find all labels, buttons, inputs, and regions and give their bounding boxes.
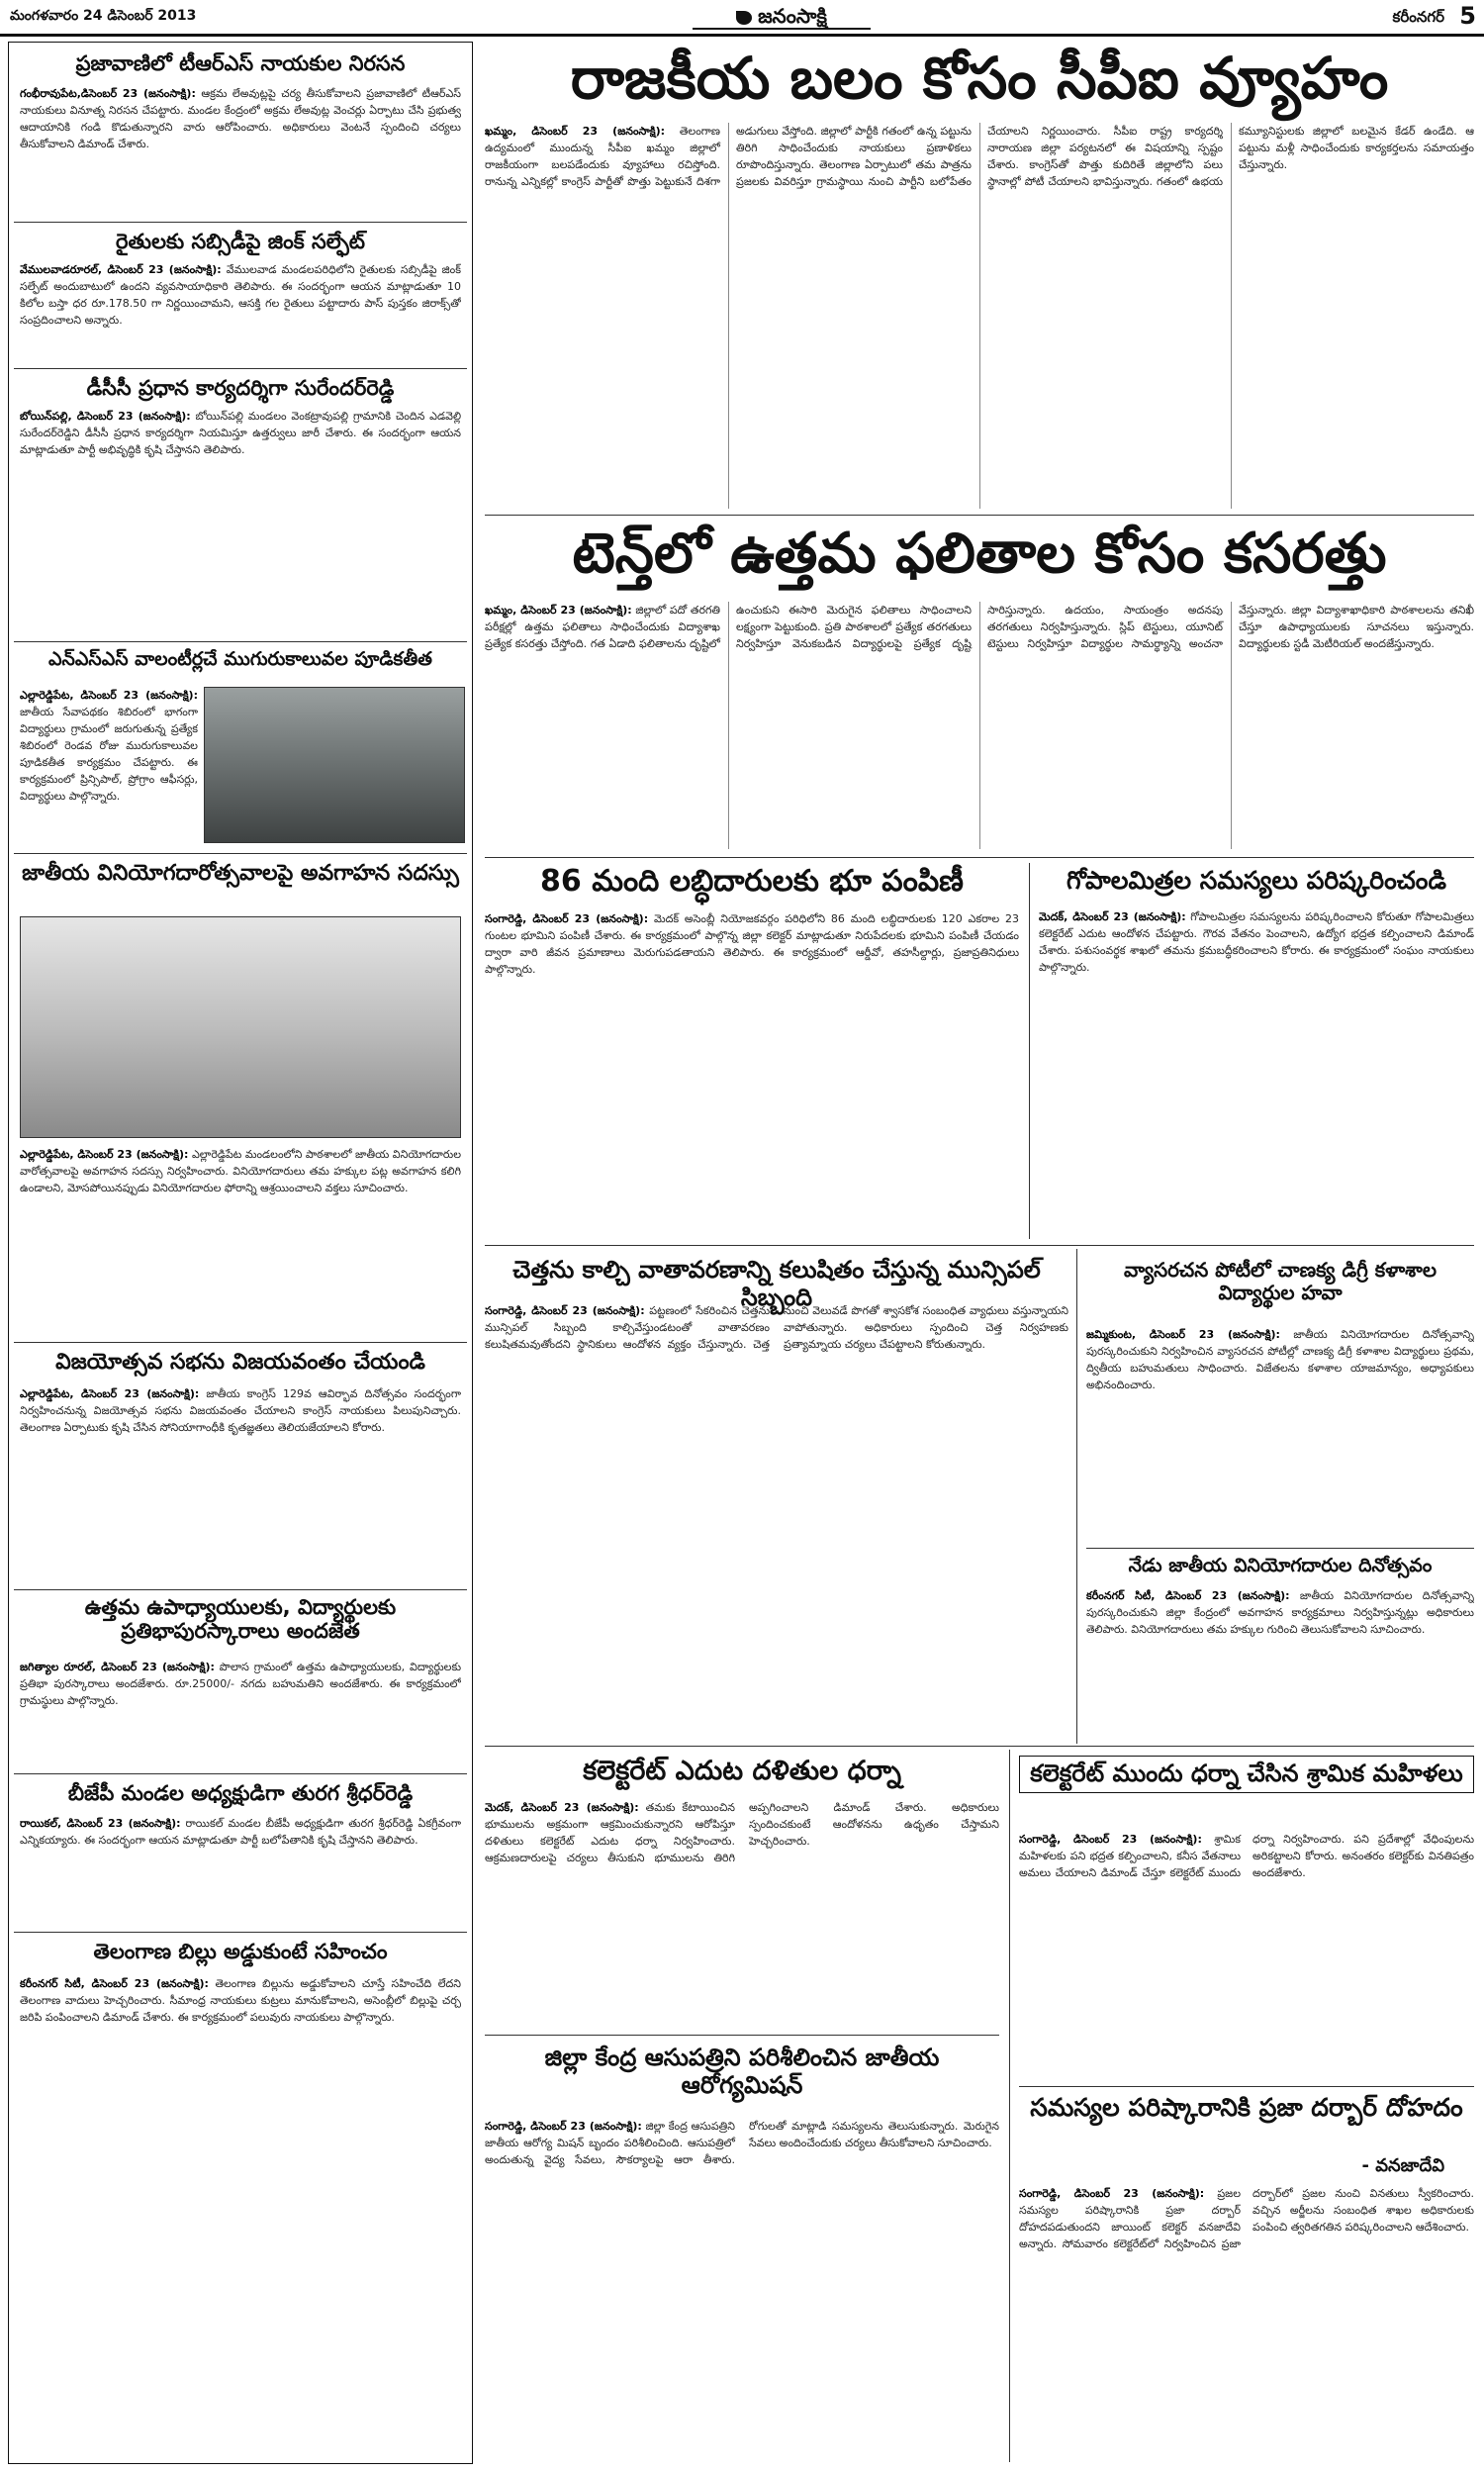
- nss-volunteers-photo: [204, 687, 465, 843]
- sidebar-headline: విజయోత్సవ సభను విజయవంతం చేయండి: [55, 1350, 425, 1375]
- sidebar-headline: ఉత్తమ ఉపాధ్యాయులకు, విద్యార్థులకు ప్రతిభాపురస్కారాలు అందజేత: [84, 1595, 397, 1644]
- essay-headline: వ్యాసరచన పోటీలో చాణక్య డిగ్రీ కళాశాల విద్యార్థుల హవా: [1123, 1258, 1437, 1304]
- garbage-article: సంగారెడ్డి, డిసెంబర్ 23 (జనంసాక్షి): పట్టణంలో సేకరించిన చెత్తను మున్సిపల్ సిబ్బంది కాల్చివేస్తుండటంతో వాతావరణం కలుషితమవుతోందని స్థానికులు ఆందోళన వ్యక్తం చేస్తున్నారు. చెత్త నుంచి వెలువడే పొగతో శ్వాసకోశ సంబంధిత వ్యాధులు వస్తున్నాయని వాపోతున్నారు. అధికారులు స్పందించి చెత్త నిర్వహణకు ప్రత్యామ్నాయ చర్యలు చేపట్టాలని కోరుతున్నారు.: [485, 1304, 1068, 1352]
- hospital-article: సంగారెడ్డి, డిసెంబర్ 23 (జనంసాక్షి): జిల్లా కేంద్ర ఆసుపత్రిని జాతీయ ఆరోగ్య మిషన్ బృందం పరిశీలించింది. ఆసుపత్రిలో అందుతున్న వైద్య సేవలు, సౌకర్యాలపై ఆరా తీశారు. రోగులతో మాట్లాడి సమస్యలను తెలుసుకున్నారు. మెరుగైన సేవలు అందించేందుకు చర్యలు తీసుకోవాలని సూచించారు.: [485, 2120, 999, 2167]
- edition-name: కరీంనగర్: [1392, 8, 1444, 26]
- sidebar-headline: ప్రజావాణిలో టీఆర్ఎస్ నాయకుల నిరసన: [75, 51, 406, 75]
- darbar-article: సంగారెడ్డి, డిసెంబర్ 23 (జనంసాక్షి): ప్రజల సమస్యల పరిష్కారానికి ప్రజా దర్బార్ దోహదపడుతుందని జాయింట్ కలెక్టర్ వనజాదేవి అన్నారు. సోమవారం కలెక్టరేట్‌లో నిర్వహించిన ప్రజా దర్బార్‌లో ప్రజల నుంచి వినతులు స్వీకరించారు. వచ్చిన అర్జీలను సంబంధిత శాఖల అధికారులకు పంపించి త్వరితగతిన పరిష్కరించాలని ఆదేశించారు.: [1019, 2187, 1474, 2251]
- darbar-subhead: - వనజాదేవి: [1361, 2155, 1444, 2176]
- consumer-headline: నేడు జాతీయ వినియోగదారుల దినోత్సవం: [1128, 1555, 1433, 1576]
- sidebar-article: ఎల్లారెడ్డిపేట, డిసెంబర్ 23 (జనంసాక్షి): ఎల్లారెడ్డిపేట మండలంలోని పాఠశాలలో జాతీయ వినియోగదారుల వారోత్సవాలపై అవగాహన సదస్సు నిర్వహించారు. వినియోగదారులు తమ హక్కుల పట్ల అవగాహన కలిగి ఉండాలని, మోసపోయినప్పుడు వినియోగదారుల ఫోరాన్ని ఆశ్రయించాలని వక్తలు సూచించారు.: [20, 1148, 461, 1195]
- divider: [1019, 2086, 1474, 2087]
- sidebar-article: జగిత్యాల రూరల్, డిసెంబర్ 23 (జనంసాక్షి): పొలాస గ్రామంలో ఉత్తమ ఉపాధ్యాయులకు, విద్యార్థులకు ప్రతిభా పురస్కారాలు అందజేశారు. రూ.25000/- నగదు బహుమతిని అందజేశారు. ఈ కార్యక్రమంలో గ్రామస్థులు పాల్గొన్నారు.: [20, 1661, 461, 1708]
- essay-article: జమ్మికుంట, డిసెంబర్ 23 (జనంసాక్షి): జాతీయ వినియోగదారుల దినోత్సవాన్ని పురస్కరించుకుని నిర్వహించిన వ్యాసరచన పోటీల్లో చాణక్య డిగ్రీ కళాశాల విద్యార్థులు ప్రథమ, ద్వితీయ బహుమతులు సాధించారు. విజేతలను కళాశాల యాజమాన్యం, అధ్యాపకులు అభినందించారు.: [1086, 1328, 1474, 1392]
- divider: [14, 1773, 467, 1774]
- divider: [14, 1342, 467, 1343]
- darbar-headline: సమస్యల పరిష్కారానికి ప్రజా దర్బార్ దోహదం: [1030, 2093, 1463, 2122]
- newspaper-name: జనంసాక్షి: [758, 4, 827, 28]
- hospital-headline: జిల్లా కేంద్ర ఆసుపత్రిని పరిశీలించిన జాతీయ ఆరోగ్యమిషన్: [544, 2044, 940, 2099]
- sidebar-article: కరీంనగర్ సిటీ, డిసెంబర్ 23 (జనంసాక్షి): తెలంగాణ బిల్లును అడ్డుకోవాలని చూస్తే సహించేది లేదని తెలంగాణ వాదులు హెచ్చరించారు. సీమాంధ్ర నాయకులు కుట్రలు మానుకోవాలని, అసెంబ్లీలో బిల్లుపై చర్చ జరిపి పంపించాలని డిమాండ్ చేశారు. ఈ కార్యక్రమంలో పలువురు నాయకులు పాల్గొన్నారు.: [20, 1977, 461, 2025]
- sidebar-headline: ఎన్ఎస్ఎస్ వాలంటీర్లచే ముగురుకాలువల పూడికతీత: [48, 648, 432, 670]
- gopala-article: మెదక్, డిసెంబర్ 23 (జనంసాక్షి): గోపాలమిత్రల సమస్యలను పరిష్కరించాలని కోరుతూ గోపాలమిత్రలు కలెక్టరేట్ ఎదుట ఆందోళన చేపట్టారు. గౌరవ వేతనం పెంచాలని, ఉద్యోగ భద్రత కల్పించాలని డిమాండ్ చేశారు. పశుసంవర్థక శాఖలో తమను క్రమబద్ధీకరించాలని కోరారు. ఈ కార్యక్రమంలో సంఘం నాయకులు పాల్గొన్నారు.: [1039, 910, 1474, 975]
- divider: [14, 368, 467, 369]
- lead-headline: రాజకీయ బలం కోసం సీపీఐ వ్యూహం: [570, 45, 1389, 112]
- land-article: సంగారెడ్డి, డిసెంబర్ 23 (జనంసాక్షి): మెదక్ అసెంబ్లీ నియోజకవర్గం పరిధిలోని 86 మంది లబ్ధిదారులకు 120 ఎకరాల 23 గుంటల భూమిని పంపిణీ చేశారు. ఈ కార్యక్రమంలో పాల్గొన్న జిల్లా కలెక్టర్ మాట్లాడుతూ నిరుపేదలకు భూమిని పంపిణీ చేయడం ద్వారా వారి జీవన ప్రమాణాలు మెరుగుపడతాయని తెలిపారు. ఈ కార్యక్రమంలో ఆర్డీవో, తహసీల్దార్లు, ప్రజాప్రతినిధులు పాల్గొన్నారు.: [485, 912, 1019, 977]
- divider: [485, 1245, 1474, 1246]
- sidebar-article: ఎల్లారెడ్డిపేట, డిసెంబర్ 23 (జనంసాక్షి): జాతీయ కాంగ్రెస్ 129వ ఆవిర్భావ దినోత్సవం సందర్భంగా నిర్వహించనున్న విజయోత్సవ సభను విజయవంతం చేయాలని కాంగ్రెస్ నాయకులు పిలుపునిచ్చారు. తెలంగాణ ఏర్పాటుకు కృషి చేసిన సోనియాగాంధీకి కృతజ్ఞతలు తెలియజేయాలని కోరారు.: [20, 1387, 461, 1435]
- bird-logo-icon: [736, 11, 752, 25]
- divider: [485, 1746, 1474, 1747]
- page-number: 5: [1459, 2, 1476, 30]
- masthead-date: మంగళవారం 24 డిసెంబర్ 2013: [10, 8, 197, 24]
- tenth-headline: టెన్త్‌లో ఉత్తమ ఫలితాల కోసం కసరత్తు: [572, 522, 1387, 586]
- divider: [485, 515, 1474, 516]
- land-headline: 86 మంది లబ్ధిదారులకు భూ పంపిణీ: [540, 864, 964, 899]
- divider: [1029, 863, 1030, 1239]
- masthead-rule: [0, 34, 1484, 37]
- gopala-headline: గోపాలమిత్రల సమస్యలు పరిష్కరించండి: [1067, 866, 1446, 895]
- sidebar-article: గంభీరావుపేట,డిసెంబర్ 23 (జనంసాక్షి): ఆక్రమ లేఅవుట్లపై చర్య తీసుకోవాలని ప్రజావాణిలో టీఆర్ఎస్ నాయకులు వినూత్న నిరసన చేపట్టారు. మండల కేంద్రంలో అక్రమ లేఅవుట్ల వెంచర్లు ఏర్పాటు చేసి ప్రభుత్వ ఆదాయానికి గండి కొడుతున్నారని వారు ఆరోపించారు. అధికారులు వెంటనే స్పందించి చర్యలు తీసుకోవాలని డిమాండ్ చేశారు.: [20, 87, 461, 151]
- consumer-article: కరీంనగర్ సిటీ, డిసెంబర్ 23 (జనంసాక్షి): జాతీయ వినియోగదారుల దినోత్సవాన్ని పురస్కరించుకుని జిల్లా కేంద్రంలో అవగాహన కార్యక్రమాలు నిర్వహిస్తున్నట్లు అధికారులు తెలిపారు. వినియోగదారులు తమ హక్కుల గురించి తెలుసుకోవాలని సూచించారు.: [1086, 1589, 1474, 1637]
- dalit-article: మెదక్, డిసెంబర్ 23 (జనంసాక్షి): తమకు కేటాయించిన భూములను అక్రమంగా ఆక్రమించుకున్నారని ఆరోపిస్తూ దళితులు కలెక్టరేట్ ఎదుట ధర్నా నిర్వహించారు. ఆక్రమణదారులపై చర్యలు తీసుకుని భూములను తిరిగి అప్పగించాలని డిమాండ్ చేశారు. అధికారులు స్పందించకుంటే ఆందోళనను ఉధృతం చేస్తామని హెచ్చరించారు.: [485, 1801, 999, 1865]
- divider: [14, 1589, 467, 1590]
- sidebar-article: బోయిన్‌పల్లి, డిసెంబర్ 23 (జనంసాక్షి): బోయిన్‌పల్లి మండలం వెంకట్రావుపల్లి గ్రామానికి చెందిన ఎడవెల్లి సురేందర్‌రెడ్డిని డీసీసీ ప్రధాన కార్యదర్శిగా నియమిస్తూ ఉత్తర్వులు జారీ చేశారు. ఈ సందర్భంగా ఆయన మాట్లాడుతూ పార్టీ అభివృద్ధికి కృషి చేస్తానని తెలిపారు.: [20, 410, 461, 457]
- sidebar-headline: బీజేపీ మండల అధ్యక్షుడిగా తురగ శ్రీధర్‌రెడ్డి: [67, 1781, 414, 1805]
- divider: [1086, 1548, 1474, 1549]
- sidebar-article: వేములవాడరూరల్, డిసెంబర్ 23 (జనంసాక్షి): వేములవాడ మండలపరిధిలోని రైతులకు సబ్సిడీపై జింక్ సల్ఫేట్ అందుబాటులో ఉందని వ్యవసాయాధికారి తెలిపారు. ఈ సందర్భంగా ఆయన మాట్లాడుతూ 10 కిలోల బస్తా ధర రూ.178.50 గా నిర్ణయించామని, ఆసక్తి గల రైతులు పట్టాదారు పాస్ పుస్తకం జిరాక్స్‌తో సంప్రదించాలని అన్నారు.: [20, 263, 461, 328]
- sidebar-headline: జాతీయ వినియోగదారోత్సవాలపై అవగాహన సదస్సు: [22, 861, 459, 886]
- dalit-headline: కలెక్టరేట్ ఎదుట దళితుల ధర్నా: [583, 1756, 901, 1786]
- divider: [1076, 1249, 1077, 1744]
- newspaper-logo: [693, 4, 871, 30]
- divider: [1009, 1750, 1010, 2462]
- sidebar-headline: రైతులకు సబ్సిడీపై జింక్ సల్ఫేట్: [116, 230, 365, 253]
- divider: [14, 222, 467, 223]
- divider: [485, 2035, 999, 2036]
- divider: [14, 853, 467, 854]
- divider: [14, 1932, 467, 1933]
- divider: [14, 641, 467, 642]
- garbage-headline: చెత్తను కాల్చి వాతావరణాన్ని కలుషితం చేస్తున్న మున్సిపల్ సిబ్బంది: [512, 1256, 1041, 1311]
- sidebar-headline: తెలంగాణ బిల్లు అడ్డుకుంటే సహించం: [93, 1940, 388, 1963]
- lead-article: ఖమ్మం, డిసెంబర్ 23 (జనంసాక్షి): తెలంగాణ ఉద్యమంలో ముందున్న సీపీఐ ఖమ్మం జిల్లాలో రాజకీయంగా బలపడేందుకు వ్యూహాలు రచిస్తోంది. రానున్న ఎన్నికల్లో కాంగ్రెస్ పార్టీతో పొత్తు పెట్టుకునే దిశగా అడుగులు వేస్తోంది. జిల్లాలో పార్టీకి గతంలో ఉన్న పట్టును తిరిగి సాధించేందుకు నాయకులు ప్రణాళికలు రూపొందిస్తున్నారు. తెలంగాణ ఏర్పాటులో తమ పాత్రను ప్రజలకు వివరిస్తూ గ్రామస్థాయి నుంచి పార్టీని బలోపేతం చేయాలని నిర్ణయించారు. సీపీఐ రాష్ట్ర కార్యదర్శి నారాయణ జిల్లా పర్యటనలో ఈ విషయాన్ని స్పష్టం చేశారు. కాంగ్రెస్‌తో పొత్తు కుదిరితే జిల్లాలోని పలు స్థానాల్లో పోటీ చేయాలని భావిస్తున్నారు. గతంలో ఉభయ కమ్యూనిస్టులకు జిల్లాలో బలమైన కేడర్ ఉండేది. ఆ పట్టును మళ్లీ సాధించేందుకు కార్యకర్తలను సమాయత్తం చేస్తున్నారు.: [485, 125, 1474, 189]
- tenth-article: ఖమ్మం, డిసెంబర్ 23 (జనంసాక్షి): జిల్లాలో పదో తరగతి పరీక్షల్లో ఉత్తమ ఫలితాలు సాధించేందుకు విద్యాశాఖ ప్రత్యేక కసరత్తు చేస్తోంది. గత ఏడాది ఫలితాలను దృష్టిలో ఉంచుకుని ఈసారి మెరుగైన ఫలితాలు సాధించాలని లక్ష్యంగా పెట్టుకుంది. ప్రతి పాఠశాలలో ప్రత్యేక తరగతులు నిర్వహిస్తూ వెనుకబడిన విద్యార్థులపై ప్రత్యేక దృష్టి సారిస్తున్నారు. ఉదయం, సాయంత్రం అదనపు తరగతులు నిర్వహిస్తున్నారు. స్లిప్ టెస్టులు, యూనిట్ టెస్టులు నిర్వహిస్తూ విద్యార్థుల సామర్థ్యాన్ని అంచనా వేస్తున్నారు. జిల్లా విద్యాశాఖాధికారి పాఠశాలలను తనిఖీ చేస్తూ ఉపాధ్యాయులకు సూచనలు ఇస్తున్నారు. విద్యార్థులకు స్టడీ మెటీరియల్ అందజేస్తున్నారు.: [485, 604, 1474, 651]
- sidebar-article: ఎల్లారెడ్డిపేట, డిసెంబర్ 23 (జనంసాక్షి): జాతీయ సేవాపథకం శిబిరంలో భాగంగా విద్యార్థులు గ్రామంలో జరుగుతున్న ప్రత్యేక శిబిరంలో రెండవ రోజు మురుగుకాలువల పూడికతీత కార్యక్రమం చేపట్టారు. ఈ కార్యక్రమంలో ప్రిన్సిపాల్, ప్రోగ్రాం ఆఫీసర్లు, విద్యార్థులు పాల్గొన్నారు.: [20, 689, 198, 804]
- divider: [485, 857, 1474, 858]
- sidebar-article: రాయికల్, డిసెంబర్ 23 (జనంసాక్షి): రాయికల్ మండల బీజేపీ అధ్యక్షుడిగా తురగ శ్రీధర్‌రెడ్డి ఏకగ్రీవంగా ఎన్నికయ్యారు. ఈ సందర్భంగా ఆయన మాట్లాడుతూ పార్టీ బలోపేతానికి కృషి చేస్తానని తెలిపారు.: [20, 1817, 461, 1848]
- women-article: సంగారెడ్డి, డిసెంబర్ 23 (జనంసాక్షి): శ్రామిక మహిళలకు పని భద్రత కల్పించాలని, కనీస వేతనాలు అమలు చేయాలని డిమాండ్ చేస్తూ కలెక్టరేట్ ముందు ధర్నా నిర్వహించారు. పని ప్రదేశాల్లో వేధింపులను అరికట్టాలని కోరారు. అనంతరం కలెక్టర్‌కు వినతిపత్రం అందజేశారు.: [1019, 1833, 1474, 1880]
- awareness-meeting-photo: [20, 916, 461, 1138]
- women-headline: కలెక్టరేట్ ముందు ధర్నా చేసిన శ్రామిక మహిళలు: [1019, 1756, 1474, 1793]
- sidebar-headline: డీసీసీ ప్రధాన కార్యదర్శిగా సురేందర్‌రెడ్డి: [86, 376, 395, 400]
